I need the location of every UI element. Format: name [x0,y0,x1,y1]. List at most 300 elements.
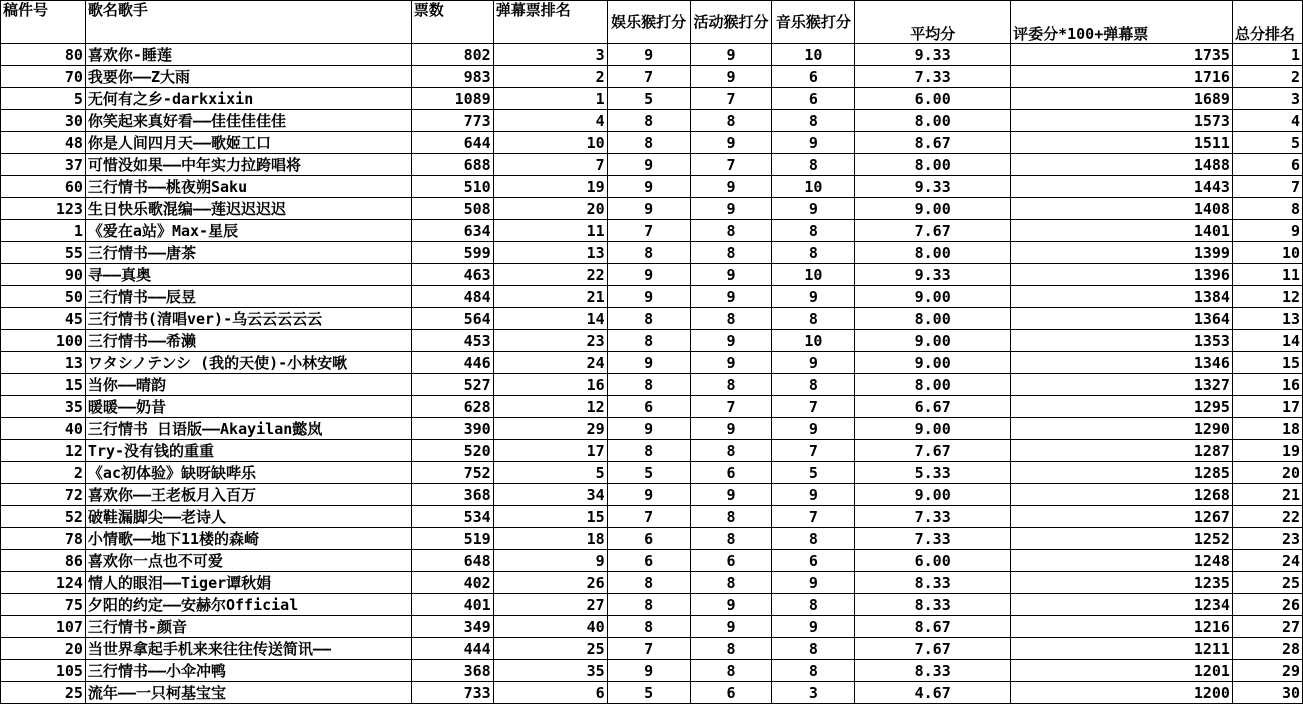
cell-song[interactable]: 流年——一只柯基宝宝 [85,682,411,704]
cell-act-score[interactable]: 7 [690,396,772,418]
cell-song[interactable]: 《ac初体验》缺呀缺哔乐 [85,462,411,484]
cell-music-score[interactable]: 8 [772,110,855,132]
cell-ent-score[interactable]: 8 [607,572,690,594]
cell-id[interactable]: 72 [1,484,86,506]
cell-total-rank[interactable]: 14 [1232,330,1302,352]
cell-votes[interactable]: 510 [411,176,493,198]
cell-id[interactable]: 80 [1,44,86,66]
header-average[interactable]: 平均分 [855,1,1011,44]
cell-act-score[interactable]: 9 [690,330,772,352]
cell-votes[interactable]: 463 [411,264,493,286]
cell-votes[interactable]: 484 [411,286,493,308]
cell-average[interactable]: 6.00 [855,550,1011,572]
cell-song[interactable]: Try-没有钱的重重 [85,440,411,462]
cell-song[interactable]: 情人的眼泪——Tiger谭秋娟 [85,572,411,594]
cell-danmaku-rank[interactable]: 7 [493,154,607,176]
cell-total-rank[interactable]: 7 [1232,176,1302,198]
cell-total-rank[interactable]: 6 [1232,154,1302,176]
cell-combined[interactable]: 1234 [1011,594,1233,616]
cell-ent-score[interactable]: 8 [607,440,690,462]
cell-danmaku-rank[interactable]: 18 [493,528,607,550]
cell-song[interactable]: 破鞋漏脚尖——老诗人 [85,506,411,528]
cell-votes[interactable]: 752 [411,462,493,484]
cell-music-score[interactable]: 7 [772,396,855,418]
cell-music-score[interactable]: 8 [772,374,855,396]
cell-danmaku-rank[interactable]: 40 [493,616,607,638]
cell-song[interactable]: 《爱在a站》Max-星辰 [85,220,411,242]
cell-music-score[interactable]: 8 [772,308,855,330]
cell-music-score[interactable]: 9 [772,352,855,374]
cell-danmaku-rank[interactable]: 24 [493,352,607,374]
cell-ent-score[interactable]: 9 [607,176,690,198]
cell-song[interactable]: 当世界拿起手机来来往往传送简讯—— [85,638,411,660]
cell-music-score[interactable]: 10 [772,330,855,352]
header-ent-score[interactable]: 娱乐猴打分 [607,1,690,44]
cell-total-rank[interactable]: 8 [1232,198,1302,220]
cell-ent-score[interactable]: 6 [607,550,690,572]
cell-ent-score[interactable]: 8 [607,308,690,330]
cell-average[interactable]: 7.33 [855,506,1011,528]
cell-song[interactable]: 你是人间四月天——歌姬工口 [85,132,411,154]
cell-ent-score[interactable]: 8 [607,616,690,638]
cell-danmaku-rank[interactable]: 4 [493,110,607,132]
cell-act-score[interactable]: 8 [690,528,772,550]
cell-total-rank[interactable]: 1 [1232,44,1302,66]
cell-combined[interactable]: 1268 [1011,484,1233,506]
cell-ent-score[interactable]: 8 [607,132,690,154]
cell-danmaku-rank[interactable]: 6 [493,682,607,704]
cell-total-rank[interactable]: 28 [1232,638,1302,660]
cell-votes[interactable]: 444 [411,638,493,660]
cell-song[interactable]: 三行情书——希濑 [85,330,411,352]
cell-average[interactable]: 8.67 [855,132,1011,154]
cell-music-score[interactable]: 7 [772,440,855,462]
cell-votes[interactable]: 983 [411,66,493,88]
cell-combined[interactable]: 1573 [1011,110,1233,132]
cell-act-score[interactable]: 7 [690,154,772,176]
cell-votes[interactable]: 401 [411,594,493,616]
cell-votes[interactable]: 599 [411,242,493,264]
cell-music-score[interactable]: 9 [772,198,855,220]
cell-id[interactable]: 30 [1,110,86,132]
cell-votes[interactable]: 368 [411,484,493,506]
cell-act-score[interactable]: 9 [690,264,772,286]
cell-votes[interactable]: 648 [411,550,493,572]
cell-act-score[interactable]: 7 [690,88,772,110]
cell-votes[interactable]: 527 [411,374,493,396]
cell-combined[interactable]: 1689 [1011,88,1233,110]
cell-act-score[interactable]: 9 [690,616,772,638]
cell-music-score[interactable]: 9 [772,286,855,308]
cell-danmaku-rank[interactable]: 35 [493,660,607,682]
cell-total-rank[interactable]: 9 [1232,220,1302,242]
cell-song[interactable]: 三行情书——辰昱 [85,286,411,308]
cell-total-rank[interactable]: 27 [1232,616,1302,638]
cell-music-score[interactable]: 9 [772,616,855,638]
cell-votes[interactable]: 773 [411,110,493,132]
cell-votes[interactable]: 1089 [411,88,493,110]
cell-song[interactable]: 当你——晴韵 [85,374,411,396]
cell-act-score[interactable]: 9 [690,352,772,374]
cell-music-score[interactable]: 9 [772,132,855,154]
cell-total-rank[interactable]: 20 [1232,462,1302,484]
header-act-score[interactable]: 活动猴打分 [690,1,772,44]
cell-song[interactable]: 喜欢你-睡莲 [85,44,411,66]
cell-votes[interactable]: 508 [411,198,493,220]
header-music-score[interactable]: 音乐猴打分 [772,1,855,44]
cell-song[interactable]: 三行情书-颜音 [85,616,411,638]
cell-song[interactable]: 喜欢你——王老板月入百万 [85,484,411,506]
cell-average[interactable]: 7.67 [855,440,1011,462]
cell-danmaku-rank[interactable]: 11 [493,220,607,242]
cell-danmaku-rank[interactable]: 23 [493,330,607,352]
cell-total-rank[interactable]: 4 [1232,110,1302,132]
cell-total-rank[interactable]: 17 [1232,396,1302,418]
cell-act-score[interactable]: 8 [690,242,772,264]
cell-combined[interactable]: 1267 [1011,506,1233,528]
cell-music-score[interactable]: 8 [772,154,855,176]
cell-average[interactable]: 8.33 [855,572,1011,594]
cell-song[interactable]: 暖暖——奶昔 [85,396,411,418]
cell-id[interactable]: 20 [1,638,86,660]
cell-id[interactable]: 50 [1,286,86,308]
cell-average[interactable]: 8.00 [855,242,1011,264]
cell-act-score[interactable]: 8 [690,374,772,396]
cell-combined[interactable]: 1235 [1011,572,1233,594]
cell-id[interactable]: 25 [1,682,86,704]
cell-average[interactable]: 7.67 [855,638,1011,660]
cell-total-rank[interactable]: 25 [1232,572,1302,594]
cell-average[interactable]: 8.33 [855,594,1011,616]
cell-ent-score[interactable]: 9 [607,418,690,440]
cell-ent-score[interactable]: 9 [607,154,690,176]
cell-combined[interactable]: 1511 [1011,132,1233,154]
cell-combined[interactable]: 1488 [1011,154,1233,176]
cell-votes[interactable]: 634 [411,220,493,242]
cell-danmaku-rank[interactable]: 17 [493,440,607,462]
cell-danmaku-rank[interactable]: 10 [493,132,607,154]
cell-combined[interactable]: 1285 [1011,462,1233,484]
cell-combined[interactable]: 1287 [1011,440,1233,462]
cell-total-rank[interactable]: 12 [1232,286,1302,308]
cell-act-score[interactable]: 9 [690,66,772,88]
cell-average[interactable]: 9.33 [855,176,1011,198]
cell-ent-score[interactable]: 9 [607,198,690,220]
cell-id[interactable]: 35 [1,396,86,418]
cell-total-rank[interactable]: 29 [1232,660,1302,682]
cell-act-score[interactable]: 8 [690,440,772,462]
cell-song[interactable]: 无何有之乡-darkxixin [85,88,411,110]
cell-id[interactable]: 60 [1,176,86,198]
cell-combined[interactable]: 1716 [1011,66,1233,88]
cell-average[interactable]: 8.00 [855,154,1011,176]
cell-combined[interactable]: 1295 [1011,396,1233,418]
cell-average[interactable]: 8.00 [855,308,1011,330]
cell-danmaku-rank[interactable]: 26 [493,572,607,594]
cell-average[interactable]: 4.67 [855,682,1011,704]
cell-votes[interactable]: 349 [411,616,493,638]
cell-act-score[interactable]: 6 [690,682,772,704]
cell-votes[interactable]: 390 [411,418,493,440]
cell-music-score[interactable]: 6 [772,88,855,110]
cell-total-rank[interactable]: 22 [1232,506,1302,528]
cell-id[interactable]: 124 [1,572,86,594]
cell-average[interactable]: 9.00 [855,418,1011,440]
cell-song[interactable]: 三行情书——桃夜朔Saku [85,176,411,198]
cell-ent-score[interactable]: 8 [607,594,690,616]
cell-music-score[interactable]: 8 [772,242,855,264]
cell-total-rank[interactable]: 2 [1232,66,1302,88]
cell-combined[interactable]: 1201 [1011,660,1233,682]
cell-song[interactable]: 我要你——Z大雨 [85,66,411,88]
cell-music-score[interactable]: 6 [772,550,855,572]
cell-average[interactable]: 6.00 [855,88,1011,110]
cell-ent-score[interactable]: 7 [607,506,690,528]
cell-act-score[interactable]: 6 [690,550,772,572]
cell-music-score[interactable]: 10 [772,264,855,286]
cell-total-rank[interactable]: 11 [1232,264,1302,286]
cell-average[interactable]: 9.33 [855,264,1011,286]
cell-combined[interactable]: 1408 [1011,198,1233,220]
cell-music-score[interactable]: 10 [772,44,855,66]
cell-id[interactable]: 13 [1,352,86,374]
cell-votes[interactable]: 519 [411,528,493,550]
cell-ent-score[interactable]: 5 [607,462,690,484]
cell-total-rank[interactable]: 16 [1232,374,1302,396]
cell-act-score[interactable]: 8 [690,220,772,242]
cell-song[interactable]: 寻——真奥 [85,264,411,286]
cell-danmaku-rank[interactable]: 16 [493,374,607,396]
cell-votes[interactable]: 368 [411,660,493,682]
cell-average[interactable]: 7.33 [855,66,1011,88]
cell-song[interactable]: 三行情书——小伞冲鸭 [85,660,411,682]
cell-id[interactable]: 75 [1,594,86,616]
cell-combined[interactable]: 1290 [1011,418,1233,440]
cell-music-score[interactable]: 10 [772,176,855,198]
cell-id[interactable]: 37 [1,154,86,176]
cell-music-score[interactable]: 3 [772,682,855,704]
cell-combined[interactable]: 1399 [1011,242,1233,264]
cell-combined[interactable]: 1327 [1011,374,1233,396]
cell-votes[interactable]: 644 [411,132,493,154]
cell-act-score[interactable]: 9 [690,198,772,220]
cell-average[interactable]: 7.33 [855,528,1011,550]
cell-music-score[interactable]: 8 [772,638,855,660]
cell-average[interactable]: 7.67 [855,220,1011,242]
cell-act-score[interactable]: 9 [690,44,772,66]
cell-act-score[interactable]: 9 [690,132,772,154]
cell-votes[interactable]: 453 [411,330,493,352]
cell-danmaku-rank[interactable]: 29 [493,418,607,440]
cell-music-score[interactable]: 8 [772,660,855,682]
header-danmaku-rank[interactable]: 弹幕票排名 [493,1,607,44]
cell-music-score[interactable]: 5 [772,462,855,484]
cell-ent-score[interactable]: 8 [607,110,690,132]
cell-music-score[interactable]: 8 [772,528,855,550]
cell-act-score[interactable]: 8 [690,308,772,330]
cell-id[interactable]: 107 [1,616,86,638]
cell-ent-score[interactable]: 7 [607,638,690,660]
cell-id[interactable]: 86 [1,550,86,572]
cell-ent-score[interactable]: 8 [607,374,690,396]
cell-song[interactable]: 喜欢你一点也不可爱 [85,550,411,572]
cell-average[interactable]: 8.33 [855,660,1011,682]
cell-act-score[interactable]: 9 [690,176,772,198]
cell-danmaku-rank[interactable]: 20 [493,198,607,220]
cell-danmaku-rank[interactable]: 25 [493,638,607,660]
cell-total-rank[interactable]: 13 [1232,308,1302,330]
cell-danmaku-rank[interactable]: 12 [493,396,607,418]
cell-id[interactable]: 52 [1,506,86,528]
cell-danmaku-rank[interactable]: 15 [493,506,607,528]
cell-act-score[interactable]: 8 [690,660,772,682]
cell-average[interactable]: 9.00 [855,352,1011,374]
cell-combined[interactable]: 1211 [1011,638,1233,660]
cell-act-score[interactable]: 8 [690,572,772,594]
cell-total-rank[interactable]: 18 [1232,418,1302,440]
cell-id[interactable]: 12 [1,440,86,462]
cell-id[interactable]: 55 [1,242,86,264]
cell-ent-score[interactable]: 9 [607,44,690,66]
cell-total-rank[interactable]: 5 [1232,132,1302,154]
header-song[interactable]: 歌名歌手 [85,1,411,44]
cell-song[interactable]: 三行情书——唐茶 [85,242,411,264]
cell-combined[interactable]: 1353 [1011,330,1233,352]
cell-ent-score[interactable]: 9 [607,264,690,286]
cell-average[interactable]: 6.67 [855,396,1011,418]
cell-music-score[interactable]: 9 [772,418,855,440]
cell-song[interactable]: 小情歌——地下11楼的森崎 [85,528,411,550]
cell-danmaku-rank[interactable]: 1 [493,88,607,110]
cell-id[interactable]: 70 [1,66,86,88]
cell-total-rank[interactable]: 23 [1232,528,1302,550]
cell-id[interactable]: 15 [1,374,86,396]
cell-votes[interactable]: 733 [411,682,493,704]
cell-ent-score[interactable]: 9 [607,660,690,682]
cell-act-score[interactable]: 8 [690,638,772,660]
cell-average[interactable]: 8.67 [855,616,1011,638]
cell-id[interactable]: 100 [1,330,86,352]
cell-combined[interactable]: 1401 [1011,220,1233,242]
cell-total-rank[interactable]: 3 [1232,88,1302,110]
cell-total-rank[interactable]: 19 [1232,440,1302,462]
cell-danmaku-rank[interactable]: 27 [493,594,607,616]
cell-combined[interactable]: 1443 [1011,176,1233,198]
cell-id[interactable]: 105 [1,660,86,682]
cell-votes[interactable]: 628 [411,396,493,418]
cell-ent-score[interactable]: 5 [607,682,690,704]
cell-average[interactable]: 9.00 [855,198,1011,220]
cell-song[interactable]: ワタシノテンシ (我的天使)-小林安啾 [85,352,411,374]
cell-average[interactable]: 9.00 [855,484,1011,506]
cell-ent-score[interactable]: 5 [607,88,690,110]
cell-total-rank[interactable]: 30 [1232,682,1302,704]
cell-act-score[interactable]: 9 [690,484,772,506]
cell-id[interactable]: 45 [1,308,86,330]
cell-average[interactable]: 8.00 [855,374,1011,396]
cell-votes[interactable]: 520 [411,440,493,462]
cell-song[interactable]: 三行情书(清唱ver)-乌云云云云云 [85,308,411,330]
cell-combined[interactable]: 1364 [1011,308,1233,330]
cell-act-score[interactable]: 9 [690,594,772,616]
cell-total-rank[interactable]: 26 [1232,594,1302,616]
cell-average[interactable]: 9.00 [855,286,1011,308]
cell-average[interactable]: 9.33 [855,44,1011,66]
cell-danmaku-rank[interactable]: 9 [493,550,607,572]
cell-act-score[interactable]: 8 [690,110,772,132]
cell-danmaku-rank[interactable]: 2 [493,66,607,88]
cell-combined[interactable]: 1735 [1011,44,1233,66]
cell-danmaku-rank[interactable]: 34 [493,484,607,506]
cell-id[interactable]: 123 [1,198,86,220]
cell-id[interactable]: 48 [1,132,86,154]
cell-average[interactable]: 8.00 [855,110,1011,132]
cell-id[interactable]: 5 [1,88,86,110]
cell-votes[interactable]: 534 [411,506,493,528]
cell-ent-score[interactable]: 6 [607,396,690,418]
cell-music-score[interactable]: 9 [772,484,855,506]
cell-votes[interactable]: 688 [411,154,493,176]
cell-ent-score[interactable]: 8 [607,242,690,264]
cell-total-rank[interactable]: 15 [1232,352,1302,374]
cell-combined[interactable]: 1216 [1011,616,1233,638]
cell-music-score[interactable]: 9 [772,572,855,594]
cell-combined[interactable]: 1384 [1011,286,1233,308]
cell-danmaku-rank[interactable]: 13 [493,242,607,264]
cell-music-score[interactable]: 6 [772,66,855,88]
cell-ent-score[interactable]: 9 [607,484,690,506]
cell-votes[interactable]: 802 [411,44,493,66]
header-id[interactable]: 稿件号 [1,1,86,44]
cell-danmaku-rank[interactable]: 3 [493,44,607,66]
cell-act-score[interactable]: 9 [690,286,772,308]
cell-combined[interactable]: 1396 [1011,264,1233,286]
cell-total-rank[interactable]: 24 [1232,550,1302,572]
cell-music-score[interactable]: 7 [772,506,855,528]
cell-danmaku-rank[interactable]: 5 [493,462,607,484]
cell-id[interactable]: 40 [1,418,86,440]
cell-id[interactable]: 1 [1,220,86,242]
cell-act-score[interactable]: 8 [690,506,772,528]
cell-id[interactable]: 78 [1,528,86,550]
cell-song[interactable]: 你笑起来真好看——佳佳佳佳佳 [85,110,411,132]
header-votes[interactable]: 票数 [411,1,493,44]
cell-danmaku-rank[interactable]: 21 [493,286,607,308]
cell-votes[interactable]: 564 [411,308,493,330]
cell-danmaku-rank[interactable]: 14 [493,308,607,330]
cell-song[interactable]: 生日快乐歌混编——莲迟迟迟迟 [85,198,411,220]
cell-ent-score[interactable]: 8 [607,330,690,352]
cell-combined[interactable]: 1346 [1011,352,1233,374]
cell-votes[interactable]: 446 [411,352,493,374]
cell-danmaku-rank[interactable]: 19 [493,176,607,198]
cell-average[interactable]: 5.33 [855,462,1011,484]
cell-ent-score[interactable]: 7 [607,66,690,88]
cell-combined[interactable]: 1248 [1011,550,1233,572]
cell-votes[interactable]: 402 [411,572,493,594]
cell-combined[interactable]: 1200 [1011,682,1233,704]
cell-ent-score[interactable]: 9 [607,352,690,374]
cell-music-score[interactable]: 8 [772,594,855,616]
cell-music-score[interactable]: 8 [772,220,855,242]
cell-act-score[interactable]: 6 [690,462,772,484]
cell-ent-score[interactable]: 7 [607,220,690,242]
cell-song[interactable]: 可惜没如果——中年实力拉跨唱将 [85,154,411,176]
header-combined[interactable]: 评委分*100+弹幕票 [1011,1,1233,44]
cell-id[interactable]: 90 [1,264,86,286]
cell-song[interactable]: 三行情书 日语版——Akayilan懿岚 [85,418,411,440]
cell-act-score[interactable]: 9 [690,418,772,440]
